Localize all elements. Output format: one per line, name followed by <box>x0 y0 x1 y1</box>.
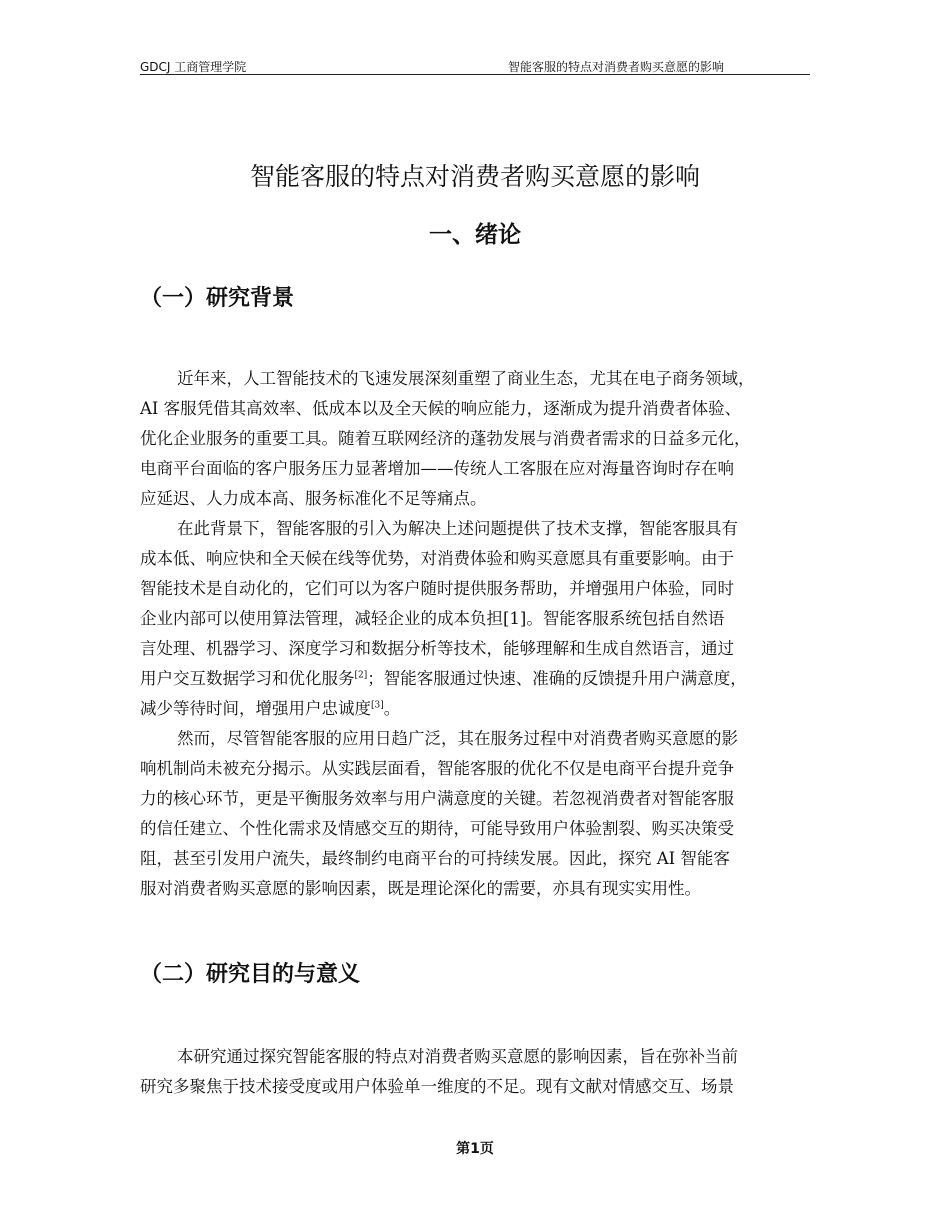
paragraph-line: 优化企业服务的重要工具。随着互联网经济的蓬勃发展与消费者需求的日益多元化， <box>140 429 751 448</box>
citation-ref: [3] <box>371 700 384 711</box>
paragraph-line: 电商平台面临的客户服务压力显著增加——传统人工客服在应对海量咨询时存在响 <box>140 459 734 478</box>
paragraph-line: 近年来，人工智能技术的飞速发展深刻重塑了商业生态，尤其在电子商务领域， <box>177 369 755 388</box>
section-heading-purpose: （二）研究目的与意义 <box>140 962 361 987</box>
paragraph-text: ；智能客服通过快速、准确的反馈提升用户满意度， <box>367 669 747 688</box>
header-institution: GDCJ 工商管理学院 <box>140 60 247 74</box>
paragraph-line: 成本低、响应快和全天候在线等优势，对消费体验和购买意愿具有重要影响。由于 <box>140 549 734 568</box>
paragraph-line: 言处理、机器学习、深度学习和数据分析等技术，能够理解和生成自然语言，通过 <box>140 639 734 658</box>
paragraph-line: 本研究通过探究智能客服的特点对消费者购买意愿的影响因素，旨在弥补当前 <box>177 1047 738 1066</box>
chapter-heading: 一、绪论 <box>429 222 521 248</box>
paragraph-line: AI 客服凭借其高效率、低成本以及全天候的响应能力，逐渐成为提升消费者体验、 <box>140 399 742 418</box>
paragraph-line <box>140 669 747 689</box>
paragraph-line: 智能技术是自动化的，它们可以为客户随时提供服务帮助，并增强用户体验，同时 <box>140 579 734 598</box>
paragraph-line: 企业内部可以使用算法管理，减轻企业的成本负担[1]。智能客服系统包括自然语 <box>140 609 725 628</box>
paragraph-line: 阻，甚至引发用户流失，最终制约电商平台的可持续发展。因此，探究 AI 智能客 <box>140 849 730 868</box>
page-number: 第1页 <box>456 1141 494 1157</box>
paragraph-line: 应延迟、人力成本高、服务标准化不足等痛点。 <box>140 489 487 508</box>
citation-ref: [2] <box>354 670 368 681</box>
section-heading-background: （一）研究背景 <box>140 286 295 311</box>
paragraph-line: 服对消费者购买意愿的影响因素，既是理论深化的需要，亦具有现实实用性。 <box>140 879 701 898</box>
header-running-title: 智能客服的特点对消费者购买意愿的影响 <box>508 60 725 74</box>
document-title: 智能客服的特点对消费者购买意愿的影响 <box>249 162 700 191</box>
paragraph-line: 的信任建立、个性化需求及情感交互的期待，可能导致用户体验割裂、购买决策受 <box>140 819 734 838</box>
paragraph-line <box>140 699 400 719</box>
paragraph-line: 研究多聚焦于技术接受度或用户体验单一维度的不足。现有文献对情感交互、场景 <box>140 1077 734 1096</box>
header-divider <box>140 74 810 75</box>
paragraph-text: 用户交互数据学习和优化服务 <box>140 669 355 688</box>
paragraph-text: 减少等待时间，增强用户忠诚度 <box>140 699 371 718</box>
paragraph-line: 然而，尽管智能客服的应用日趋广泛，其在服务过程中对消费者购买意愿的影 <box>177 729 738 748</box>
paragraph-line: 力的核心环节，更是平衡服务效率与用户满意度的关键。若忽视消费者对智能客服 <box>140 789 734 808</box>
paragraph-text: 。 <box>383 699 401 718</box>
paragraph-line: 响机制尚未被充分揭示。从实践层面看，智能客服的优化不仅是电商平台提升竞争 <box>140 759 734 778</box>
paragraph-line: 在此背景下，智能客服的引入为解决上述问题提供了技术支撑，智能客服具有 <box>177 519 738 538</box>
